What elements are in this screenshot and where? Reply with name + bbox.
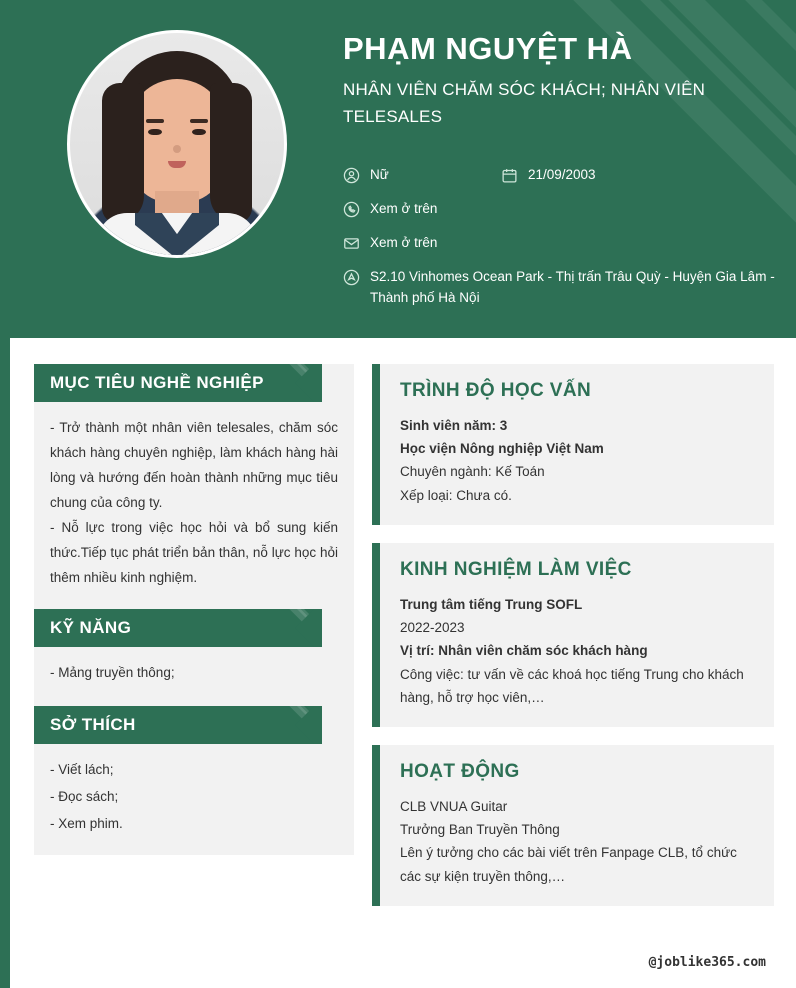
watermark: @joblike365.com (648, 955, 766, 970)
list-item: - Mảng truyền thông; (50, 664, 175, 680)
avatar (67, 30, 287, 258)
contact-phone-value: Xem ở trên (370, 200, 438, 216)
section-experience (372, 543, 774, 727)
section-objective-header (34, 364, 322, 402)
cv-body (10, 338, 796, 924)
section-activities (372, 745, 774, 906)
education-line-1: Sinh viên năm: 3 (400, 418, 508, 433)
section-objective (34, 364, 354, 855)
section-hobbies-body (34, 744, 354, 841)
list-item: - Viết lách; (50, 761, 114, 777)
activities-line-1: CLB VNUA Guitar (400, 798, 508, 814)
location-icon (343, 269, 360, 286)
education-line-3: Chuyên ngành: Kế Toán (400, 464, 545, 480)
section-activities-title: HOẠT ĐỘNG (400, 760, 520, 782)
header-text-block (343, 30, 772, 130)
contact-row (343, 199, 776, 220)
left-accent-stripe (0, 0, 10, 988)
section-experience-title: KINH NGHIỆM LÀM VIỆC (400, 558, 632, 580)
contact-gender-value: Nữ (370, 167, 389, 182)
contact-row (343, 233, 776, 254)
candidate-name: PHẠM NGUYỆT HÀ (343, 31, 633, 66)
contact-phone (343, 199, 776, 220)
contact-birth-value: 21/09/2003 (528, 167, 596, 182)
envelope-icon (343, 235, 360, 252)
section-education (372, 364, 774, 525)
avatar-photo (70, 33, 284, 255)
section-hobbies-title: SỞ THÍCH (50, 714, 136, 734)
contact-row (343, 165, 776, 186)
section-objective-body (34, 402, 354, 593)
contact-birth (501, 165, 776, 186)
contact-row (343, 267, 776, 309)
experience-line-3: Vị trí: Nhân viên chăm sóc khách hàng (400, 643, 648, 659)
phone-icon (343, 201, 360, 218)
education-line-4: Xếp loại: Chưa có. (400, 487, 512, 503)
left-column (34, 364, 354, 855)
experience-line-2: 2022-2023 (400, 620, 465, 636)
section-skills-header (34, 609, 322, 647)
objective-paragraph-2: - Nỗ lực trong việc học hỏi và bổ sung kiến thức.Tiếp tục phát triển bản thân, nỗ lực học hỏi thêm nhiều kinh nghiệm. (50, 519, 338, 585)
section-skills-title: KỸ NĂNG (50, 617, 132, 637)
section-hobbies-header (34, 706, 322, 744)
contact-block (343, 165, 776, 322)
contact-email-value: Xem ở trên (370, 234, 438, 250)
list-item: - Đọc sách; (50, 788, 119, 804)
contact-gender (343, 165, 501, 186)
contact-address (343, 267, 776, 309)
candidate-role: NHÂN VIÊN CHĂM SÓC KHÁCH; NHÂN VIÊN TELESALES (343, 80, 706, 126)
contact-address-value: S2.10 Vinhomes Ocean Park - Thị trấn Trâu Quỳ - Huyện Gia Lâm - Thành phố Hà Nội (370, 268, 775, 305)
objective-paragraph-1: - Trở thành một nhân viên telesales, chăm sóc khách hàng chuyên nghiệp, làm khách hàng hài lòng và hướng đến hoàn thành những mục tiêu chung của công ty. (50, 420, 338, 510)
section-skills-body (34, 647, 354, 690)
calendar-icon (501, 167, 518, 184)
contact-email (343, 233, 776, 254)
activities-line-2: Trưởng Ban Truyền Thông (400, 822, 560, 838)
cv-header (10, 0, 796, 338)
education-line-2: Học viện Nông nghiệp Việt Nam (400, 441, 604, 457)
section-education-title: TRÌNH ĐỘ HỌC VẤN (400, 380, 592, 401)
person-icon (343, 167, 360, 184)
experience-line-4: Công việc: tư vấn về các khoá học tiếng Trung cho khách hàng, hỗ trợ học viên,… (400, 666, 744, 705)
list-item: - Xem phim. (50, 815, 123, 831)
experience-line-1: Trung tâm tiếng Trung SOFL (400, 596, 583, 612)
section-objective-title: MỤC TIÊU NGHỀ NGHIỆP (50, 373, 264, 392)
right-column (372, 364, 774, 924)
activities-line-3: Lên ý tưởng cho các bài viết trên Fanpage CLB, tổ chức các sự kiện truyền thông,… (400, 845, 737, 884)
